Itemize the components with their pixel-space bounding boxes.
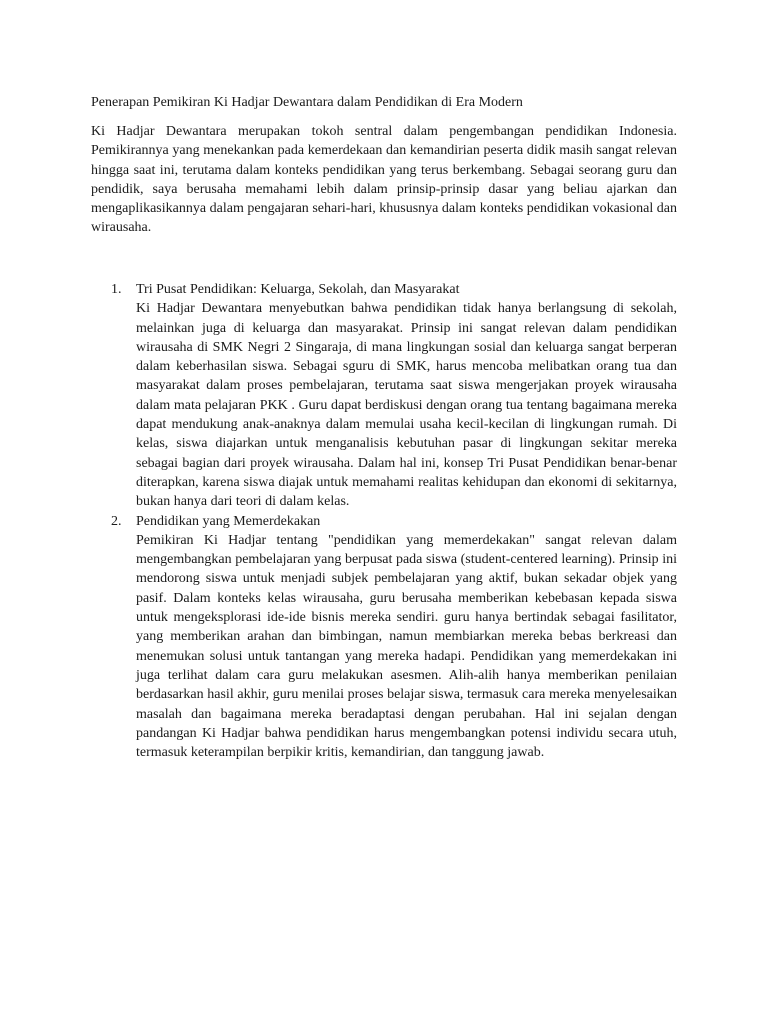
list-item-heading: Pendidikan yang Memerdekakan xyxy=(136,513,321,529)
list-item-body: Ki Hadjar Dewantara menyebutkan bahwa pendidikan tidak hanya berlangsung di sekolah, melainkan juga di keluarga dan masyarakat. Prinsip ini sangat relevan dalam pendidikan wirausaha di SMK Negri 2 Singaraja, di mana lingkungan sosial dan keluarga sangat berperan dalam keberhasilan siswa. Sebagai sguru di SMK, harus mencoba melibatkan orang tua dan masyarakat dalam proses pembelajaran, terutama saat siswa mengerjakan proyek wirausaha dalam mata pelajaran PKK . Guru dapat berdiskusi dengan orang tua tentang bagaimana mereka dapat mendukung anak-anaknya dalam memulai usaha kecil-kecilan di lingkungan rumah. Di kelas, siswa diajarkan untuk menganalisis kebutuhan pasar di lingkungan sekitar mereka sebagai bagian dari proyek wirausaha. Dalam hal ini, konsep Tri Pusat Pendidikan benar-benar diterapkan, karena siswa diajak untuk memahami realitas kehidupan dan ekonomi di sekitarnya, bukan hanya dari teori di dalam kelas. xyxy=(136,301,677,510)
list-item xyxy=(91,280,677,512)
list-item-number: 2. xyxy=(111,513,122,529)
document-title: Penerapan Pemikiran Ki Hadjar Dewantara dalam Pendidikan di Era Modern xyxy=(91,95,523,110)
list-item-body: Pemikiran Ki Hadjar tentang "pendidikan yang memerdekakan" sangat relevan dalam mengembangkan pembelajaran yang berpusat pada siswa (student-centered learning). Prinsip ini mendorong siswa untuk menjadi subjek pembelajaran yang aktif, bukan sekadar objek yang pasif. Dalam konteks kelas wirausaha, guru berusaha memberikan kebebasan kepada siswa untuk mengeksplorasi ide-ide bisnis mereka sendiri. guru hanya bertindak sebagai fasilitator, yang memberikan arahan dan bimbingan, namun membiarkan mereka bebas berkreasi dan menemukan solusi untuk tantangan yang mereka hadapi. Pendidikan yang memerdekakan ini juga terlihat dalam cara guru melakukan asesmen. Alih-alih hanya memberikan penilaian berdasarkan hasil akhir, guru menilai proses belajar siswa, termasuk cara mereka menyelesaikan masalah dan bagaimana mereka beradaptasi dengan perubahan. Hal ini sejalan dengan pandangan Ki Hadjar bahwa pendidikan harus mengembangkan potensi individu secara utuh, termasuk keterampilan berpikir kritis, kemandirian, dan tanggung jawab. xyxy=(136,532,677,761)
list-item-heading: Tri Pusat Pendidikan: Keluarga, Sekolah, dan Masyarakat xyxy=(136,282,460,297)
intro-paragraph: Ki Hadjar Dewantara merupakan tokoh sentral dalam pengembangan pendidikan Indonesia. Pemikirannya yang menekankan pada kemerdekaan dan kemandirian peserta didik masih sangat relevan hingga saat ini, terutama dalam konteks pendidikan yang terus berkembang. Sebagai seorang guru dan pendidik, saya berusaha memahami lebih dalam prinsip-prinsip dasar yang beliau ajarkan dan mengaplikasikannya dalam pengajaran sehari-hari, khususnya dalam konteks pendidikan vokasional dan wirausaha. xyxy=(91,124,677,236)
list-item xyxy=(91,512,677,763)
numbered-list xyxy=(91,280,677,762)
list-item-number: 1. xyxy=(111,282,122,297)
